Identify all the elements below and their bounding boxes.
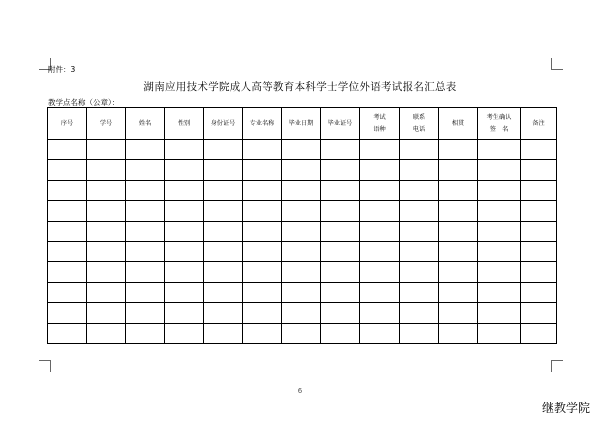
table-row — [48, 282, 557, 302]
cell-exam_lang[interactable] — [360, 140, 400, 160]
cell-gender[interactable] — [165, 262, 204, 282]
header-grad_cert-line1: 毕业证号 — [327, 119, 353, 127]
cell-phone[interactable] — [400, 262, 439, 282]
cell-seq[interactable] — [48, 241, 87, 261]
cell-phone[interactable] — [400, 241, 439, 261]
cell-major[interactable] — [243, 262, 282, 282]
cell-id_number[interactable] — [204, 303, 243, 323]
cell-phone[interactable] — [400, 323, 439, 343]
header-remarks-line1: 备注 — [532, 119, 545, 127]
cell-remarks[interactable] — [521, 180, 557, 200]
cell-photo[interactable] — [439, 323, 478, 343]
cell-confirm_sign[interactable] — [478, 221, 521, 241]
cell-phone[interactable] — [400, 160, 439, 180]
cell-exam_lang[interactable] — [360, 323, 400, 343]
header-gender — [165, 108, 204, 140]
cell-confirm_sign[interactable] — [478, 323, 521, 343]
table-row — [48, 221, 557, 241]
cell-grad_date[interactable] — [282, 241, 321, 261]
header-grad_date — [282, 108, 321, 140]
cell-student_id[interactable] — [87, 262, 126, 282]
header-gender-line1: 性别 — [177, 119, 191, 127]
header-phone — [400, 108, 439, 140]
table-row — [48, 241, 557, 261]
cell-seq[interactable] — [48, 160, 87, 180]
crop-mark-top-right — [551, 58, 563, 70]
cell-id_number[interactable] — [204, 180, 243, 200]
cell-major[interactable] — [243, 180, 282, 200]
cell-exam_lang[interactable] — [360, 262, 400, 282]
cell-phone[interactable] — [400, 201, 439, 221]
cell-grad_cert[interactable] — [321, 262, 360, 282]
cell-id_number[interactable] — [204, 262, 243, 282]
cell-gender[interactable] — [165, 140, 204, 160]
crop-mark-bottom-right — [551, 360, 563, 372]
cell-grad_cert[interactable] — [321, 140, 360, 160]
cell-grad_cert[interactable] — [321, 221, 360, 241]
cell-gender[interactable] — [165, 303, 204, 323]
cell-id_number[interactable] — [204, 201, 243, 221]
cell-seq[interactable] — [48, 282, 87, 302]
header-seq-line1: 序号 — [60, 119, 74, 127]
cell-remarks[interactable] — [521, 282, 557, 302]
cell-remarks[interactable] — [521, 160, 557, 180]
cell-name[interactable] — [126, 323, 165, 343]
cell-remarks[interactable] — [521, 323, 557, 343]
cell-id_number[interactable] — [204, 221, 243, 241]
cell-student_id[interactable] — [87, 201, 126, 221]
header-name — [126, 108, 165, 140]
header-exam_lang-line2: 语种 — [373, 125, 386, 133]
cell-photo[interactable] — [439, 303, 478, 323]
header-exam_lang-line1: 考试 — [373, 113, 386, 121]
header-id_number — [204, 108, 243, 140]
cell-grad_date[interactable] — [282, 201, 321, 221]
header-grad_date-line1: 毕业日期 — [288, 119, 314, 127]
cell-student_id[interactable] — [87, 140, 126, 160]
cell-seq[interactable] — [48, 262, 87, 282]
header-student_id-line1: 学号 — [99, 119, 113, 127]
crop-mark-bottom-left — [39, 360, 51, 372]
cell-photo[interactable] — [439, 140, 478, 160]
header-phone-line2: 电话 — [412, 125, 426, 133]
cell-student_id[interactable] — [87, 221, 126, 241]
table-row — [48, 180, 557, 200]
table-row — [48, 323, 557, 343]
cell-name[interactable] — [126, 303, 165, 323]
cell-grad_date[interactable] — [282, 221, 321, 241]
cell-exam_lang[interactable] — [360, 241, 400, 261]
cell-gender[interactable] — [165, 201, 204, 221]
cell-major[interactable] — [243, 221, 282, 241]
cell-remarks[interactable] — [521, 201, 557, 221]
cell-seq[interactable] — [48, 180, 87, 200]
cell-confirm_sign[interactable] — [478, 303, 521, 323]
header-remarks — [521, 108, 557, 140]
cell-photo[interactable] — [439, 241, 478, 261]
cell-remarks[interactable] — [521, 241, 557, 261]
cell-id_number[interactable] — [204, 160, 243, 180]
header-confirm_sign-line2: 签 名 — [489, 125, 509, 133]
cell-exam_lang[interactable] — [360, 180, 400, 200]
page-number: 6 — [297, 387, 303, 395]
cell-student_id[interactable] — [87, 282, 126, 302]
cell-photo[interactable] — [439, 160, 478, 180]
header-photo — [439, 108, 478, 140]
cell-major[interactable] — [243, 140, 282, 160]
cell-student_id[interactable] — [87, 241, 126, 261]
cell-phone[interactable] — [400, 282, 439, 302]
cell-name[interactable] — [126, 221, 165, 241]
cell-remarks[interactable] — [521, 262, 557, 282]
cell-major[interactable] — [243, 201, 282, 221]
cell-major[interactable] — [243, 303, 282, 323]
header-major-line1: 专业名称 — [249, 119, 275, 127]
document-title: 湖南应用技术学院成人高等教育本科学士学位外语考试报名汇总表 — [143, 81, 457, 93]
table-row — [48, 160, 557, 180]
cell-phone[interactable] — [400, 140, 439, 160]
cell-gender[interactable] — [165, 241, 204, 261]
header-row — [48, 108, 557, 140]
cell-confirm_sign[interactable] — [478, 160, 521, 180]
table-row — [48, 201, 557, 221]
cell-exam_lang[interactable] — [360, 282, 400, 302]
table-row — [48, 262, 557, 282]
cell-confirm_sign[interactable] — [478, 241, 521, 261]
cell-confirm_sign[interactable] — [478, 180, 521, 200]
cell-grad_date[interactable] — [282, 160, 321, 180]
cell-student_id[interactable] — [87, 323, 126, 343]
cell-grad_cert[interactable] — [321, 180, 360, 200]
teaching-site-label: 教学点名称（公章）： — [48, 98, 120, 107]
cell-grad_date[interactable] — [282, 180, 321, 200]
cell-photo[interactable] — [439, 180, 478, 200]
cell-photo[interactable] — [439, 201, 478, 221]
header-name-line1: 姓名 — [138, 119, 152, 127]
cell-major[interactable] — [243, 282, 282, 302]
cell-major[interactable] — [243, 323, 282, 343]
cell-grad_cert[interactable] — [321, 282, 360, 302]
cell-seq[interactable] — [48, 221, 87, 241]
cell-student_id[interactable] — [87, 180, 126, 200]
cell-phone[interactable] — [400, 303, 439, 323]
attachment-label: 附件：3 — [48, 65, 76, 74]
watermark: 继教学院 — [541, 401, 590, 415]
cell-gender[interactable] — [165, 323, 204, 343]
table-row — [48, 303, 557, 323]
cell-major[interactable] — [243, 160, 282, 180]
header-phone-line1: 联系 — [412, 113, 426, 121]
cell-grad_cert[interactable] — [321, 160, 360, 180]
registration-table — [47, 107, 557, 344]
cell-phone[interactable] — [400, 180, 439, 200]
cell-exam_lang[interactable] — [360, 221, 400, 241]
cell-grad_date[interactable] — [282, 303, 321, 323]
cell-seq[interactable] — [48, 201, 87, 221]
cell-grad_date[interactable] — [282, 323, 321, 343]
header-confirm_sign-line1: 考生确认 — [486, 113, 512, 121]
cell-grad_cert[interactable] — [321, 241, 360, 261]
cell-name[interactable] — [126, 282, 165, 302]
table-row — [48, 140, 557, 160]
cell-exam_lang[interactable] — [360, 160, 400, 180]
cell-name[interactable] — [126, 180, 165, 200]
header-photo-line1: 相贯 — [451, 119, 465, 127]
cell-remarks[interactable] — [521, 140, 557, 160]
cell-seq[interactable] — [48, 323, 87, 343]
header-grad_cert — [321, 108, 360, 140]
cell-confirm_sign[interactable] — [478, 262, 521, 282]
cell-gender[interactable] — [165, 180, 204, 200]
table-body — [48, 108, 557, 344]
cell-phone[interactable] — [400, 221, 439, 241]
cell-grad_cert[interactable] — [321, 303, 360, 323]
cell-grad_date[interactable] — [282, 140, 321, 160]
cell-grad_cert[interactable] — [321, 201, 360, 221]
header-exam_lang — [360, 108, 400, 140]
cell-grad_cert[interactable] — [321, 323, 360, 343]
cell-name[interactable] — [126, 140, 165, 160]
cell-grad_date[interactable] — [282, 282, 321, 302]
header-confirm_sign — [478, 108, 521, 140]
cell-gender[interactable] — [165, 221, 204, 241]
cell-grad_date[interactable] — [282, 262, 321, 282]
cell-id_number[interactable] — [204, 323, 243, 343]
cell-gender[interactable] — [165, 160, 204, 180]
cell-gender[interactable] — [165, 282, 204, 302]
cell-seq[interactable] — [48, 303, 87, 323]
header-student_id — [87, 108, 126, 140]
cell-name[interactable] — [126, 262, 165, 282]
cell-exam_lang[interactable] — [360, 303, 400, 323]
cell-photo[interactable] — [439, 282, 478, 302]
cell-student_id[interactable] — [87, 160, 126, 180]
cell-remarks[interactable] — [521, 303, 557, 323]
cell-id_number[interactable] — [204, 241, 243, 261]
cell-major[interactable] — [243, 241, 282, 261]
cell-confirm_sign[interactable] — [478, 201, 521, 221]
cell-student_id[interactable] — [87, 303, 126, 323]
header-major — [243, 108, 282, 140]
cell-confirm_sign[interactable] — [478, 282, 521, 302]
cell-name[interactable] — [126, 160, 165, 180]
cell-remarks[interactable] — [521, 221, 557, 241]
cell-name[interactable] — [126, 241, 165, 261]
cell-seq[interactable] — [48, 140, 87, 160]
cell-id_number[interactable] — [204, 282, 243, 302]
header-id_number-line1: 身份证号 — [210, 119, 236, 127]
cell-exam_lang[interactable] — [360, 201, 400, 221]
cell-id_number[interactable] — [204, 140, 243, 160]
header-seq — [48, 108, 87, 140]
cell-photo[interactable] — [439, 221, 478, 241]
cell-name[interactable] — [126, 201, 165, 221]
cell-confirm_sign[interactable] — [478, 140, 521, 160]
cell-photo[interactable] — [439, 262, 478, 282]
